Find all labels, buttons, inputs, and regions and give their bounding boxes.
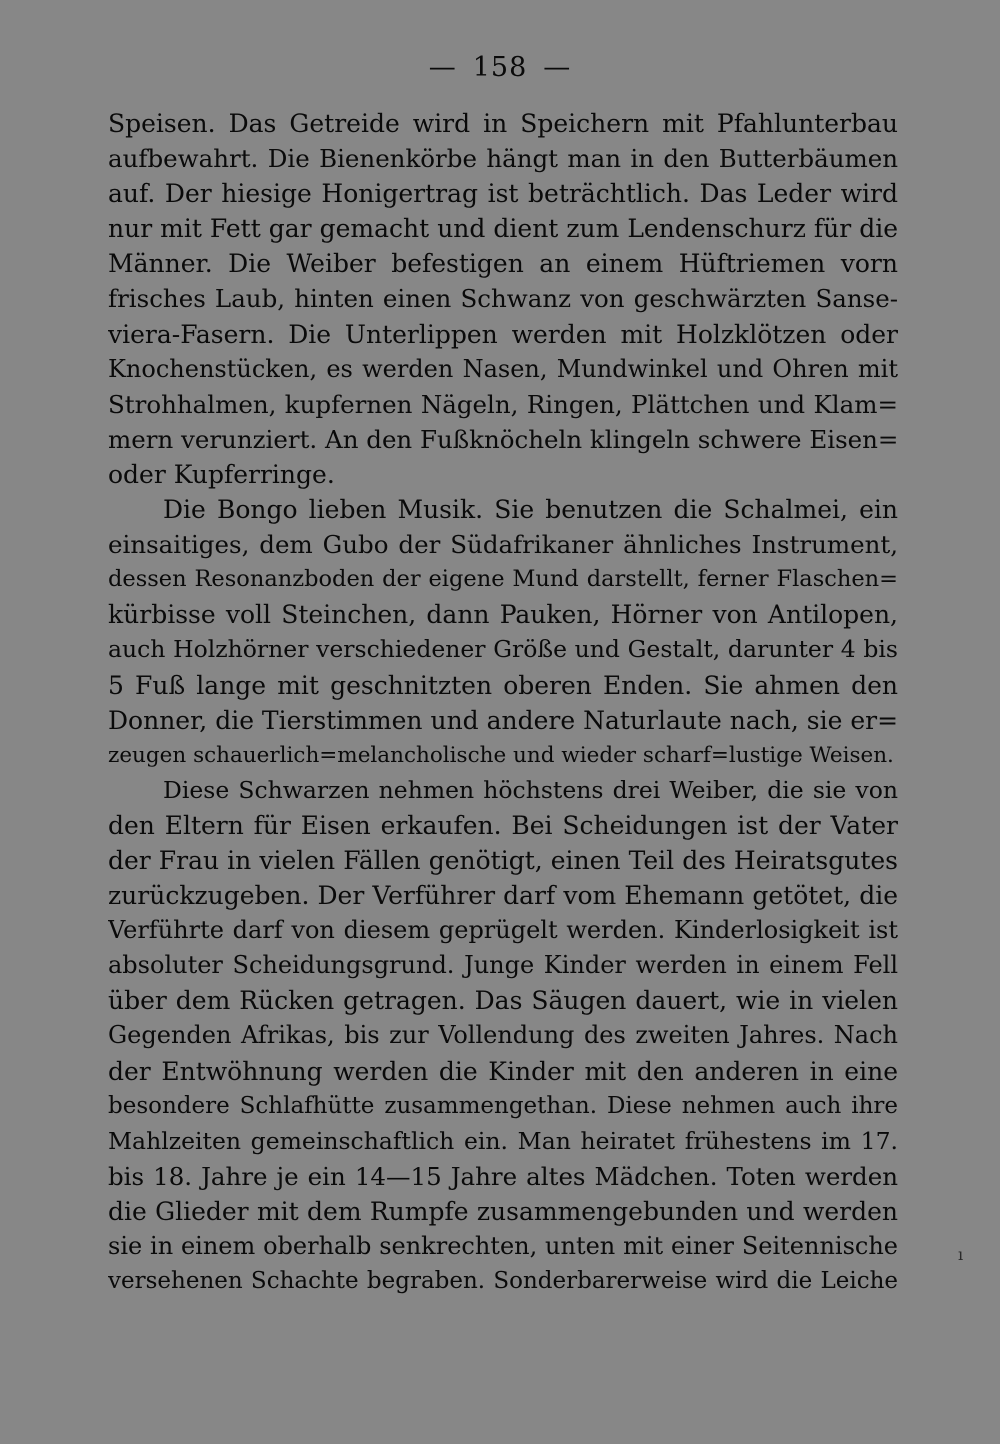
page-number-dash-left: — (428, 52, 457, 83)
text-line: zurückzugeben. Der Verführer darf vom Ehemann getötet, die (108, 881, 898, 911)
text-line: Diese Schwarzen nehmen höchstens drei Weiber, die sie von (163, 775, 898, 804)
text-line: bis 18. Jahre je ein 14—15 Jahre altes Mädchen. Toten werden (108, 1161, 898, 1191)
text-line: der Entwöhnung werden die Kinder mit den anderen in eine (108, 1056, 898, 1086)
text-line: aufbewahrt. Die Bienenkörbe hängt man in den Butterbäumen (108, 144, 898, 174)
text-line: Speisen. Das Getreide wird in Speichern mit Pfahlunterbau (108, 109, 898, 138)
text-line: absoluter Scheidungsgrund. Junge Kinder werden in einem Fell (108, 951, 898, 980)
text-line: besondere Schlafhütte zusammengethan. Diese nehmen auch ihre (108, 1092, 898, 1119)
text-line: nur mit Fett gar gemacht und dient zum Lendenschurz für die (108, 214, 898, 244)
text-line: Knochenstücken, es werden Nasen, Mundwinkel und Ohren mit (108, 354, 898, 383)
text-line: 5 Fuß lange mit geschnitzten oberen Enden. Sie ahmen den (108, 670, 898, 700)
page-header (0, 52, 1000, 83)
text-line: Verführte darf von diesem geprügelt werden. Kinderlosigkeit ist (108, 916, 898, 945)
text-line: viera-Fasern. Die Unterlippen werden mit Holzklötzen oder (108, 319, 898, 349)
text-line: Donner, die Tierstimmen und andere Naturlaute nach, sie er= (108, 705, 898, 735)
text-line: Männer. Die Weiber befestigen an einem Hüftriemen vorn (108, 249, 898, 279)
text-line: Gegenden Afrikas, bis zur Vollendung des zweiten Jahres. Nach (108, 1021, 898, 1050)
text-line: oder Kupferringe. (108, 459, 335, 489)
text-line: der Frau in vielen Fällen genötigt, einen Teil des Heiratsgutes (108, 845, 898, 875)
text-line: auf. Der hiesige Honigertrag ist beträchtlich. Das Leder wird (108, 179, 898, 209)
text-line: mern verunziert. An den Fußknöcheln klingeln schwere Eisen= (108, 424, 898, 454)
text-line: sie in einem oberhalb senkrechten, unten mit einer Seitennische (108, 1232, 898, 1260)
text-line: Die Bongo lieben Musik. Sie benutzen die Schalmei, ein (163, 495, 898, 525)
text-line: frisches Laub, hinten einen Schwanz von geschwärzten Sanse- (108, 284, 898, 314)
text-line: die Glieder mit dem Rumpfe zusammengebunden und werden (108, 1196, 898, 1226)
text-line: auch Holzhörner verschiedener Größe und Gestalt, darunter 4 bis (108, 635, 898, 664)
text-line: kürbisse voll Steinchen, dann Pauken, Hörner von Antilopen, (108, 600, 898, 630)
text-line: über dem Rücken getragen. Das Säugen dauert, wie in vielen (108, 986, 898, 1016)
text-line: zeugen schauerlich=melancholische und wieder scharf=lustige Weisen. (108, 742, 894, 768)
text-line: Strohhalmen, kupfernen Nägeln, Ringen, Plättchen und Klam= (108, 389, 898, 419)
margin-mark: ı (958, 1245, 964, 1264)
page-number: 158 (472, 52, 528, 83)
page-body-text (108, 106, 898, 1299)
text-line: dessen Resonanzboden der eigene Mund darstellt, ferner Flaschen= (108, 566, 898, 593)
page-number-dash-right: — (543, 52, 572, 83)
text-line: den Eltern für Eisen erkaufen. Bei Scheidungen ist der Vater (108, 810, 898, 840)
text-line: Mahlzeiten gemeinschaftlich ein. Man heiratet frühestens im 17. (108, 1126, 898, 1155)
text-line: versehenen Schachte begraben. Sonderbarerweise wird die Leiche (108, 1268, 898, 1295)
text-line: einsaitiges, dem Gubo der Südafrikaner ähnliches Instrument, (108, 530, 898, 560)
